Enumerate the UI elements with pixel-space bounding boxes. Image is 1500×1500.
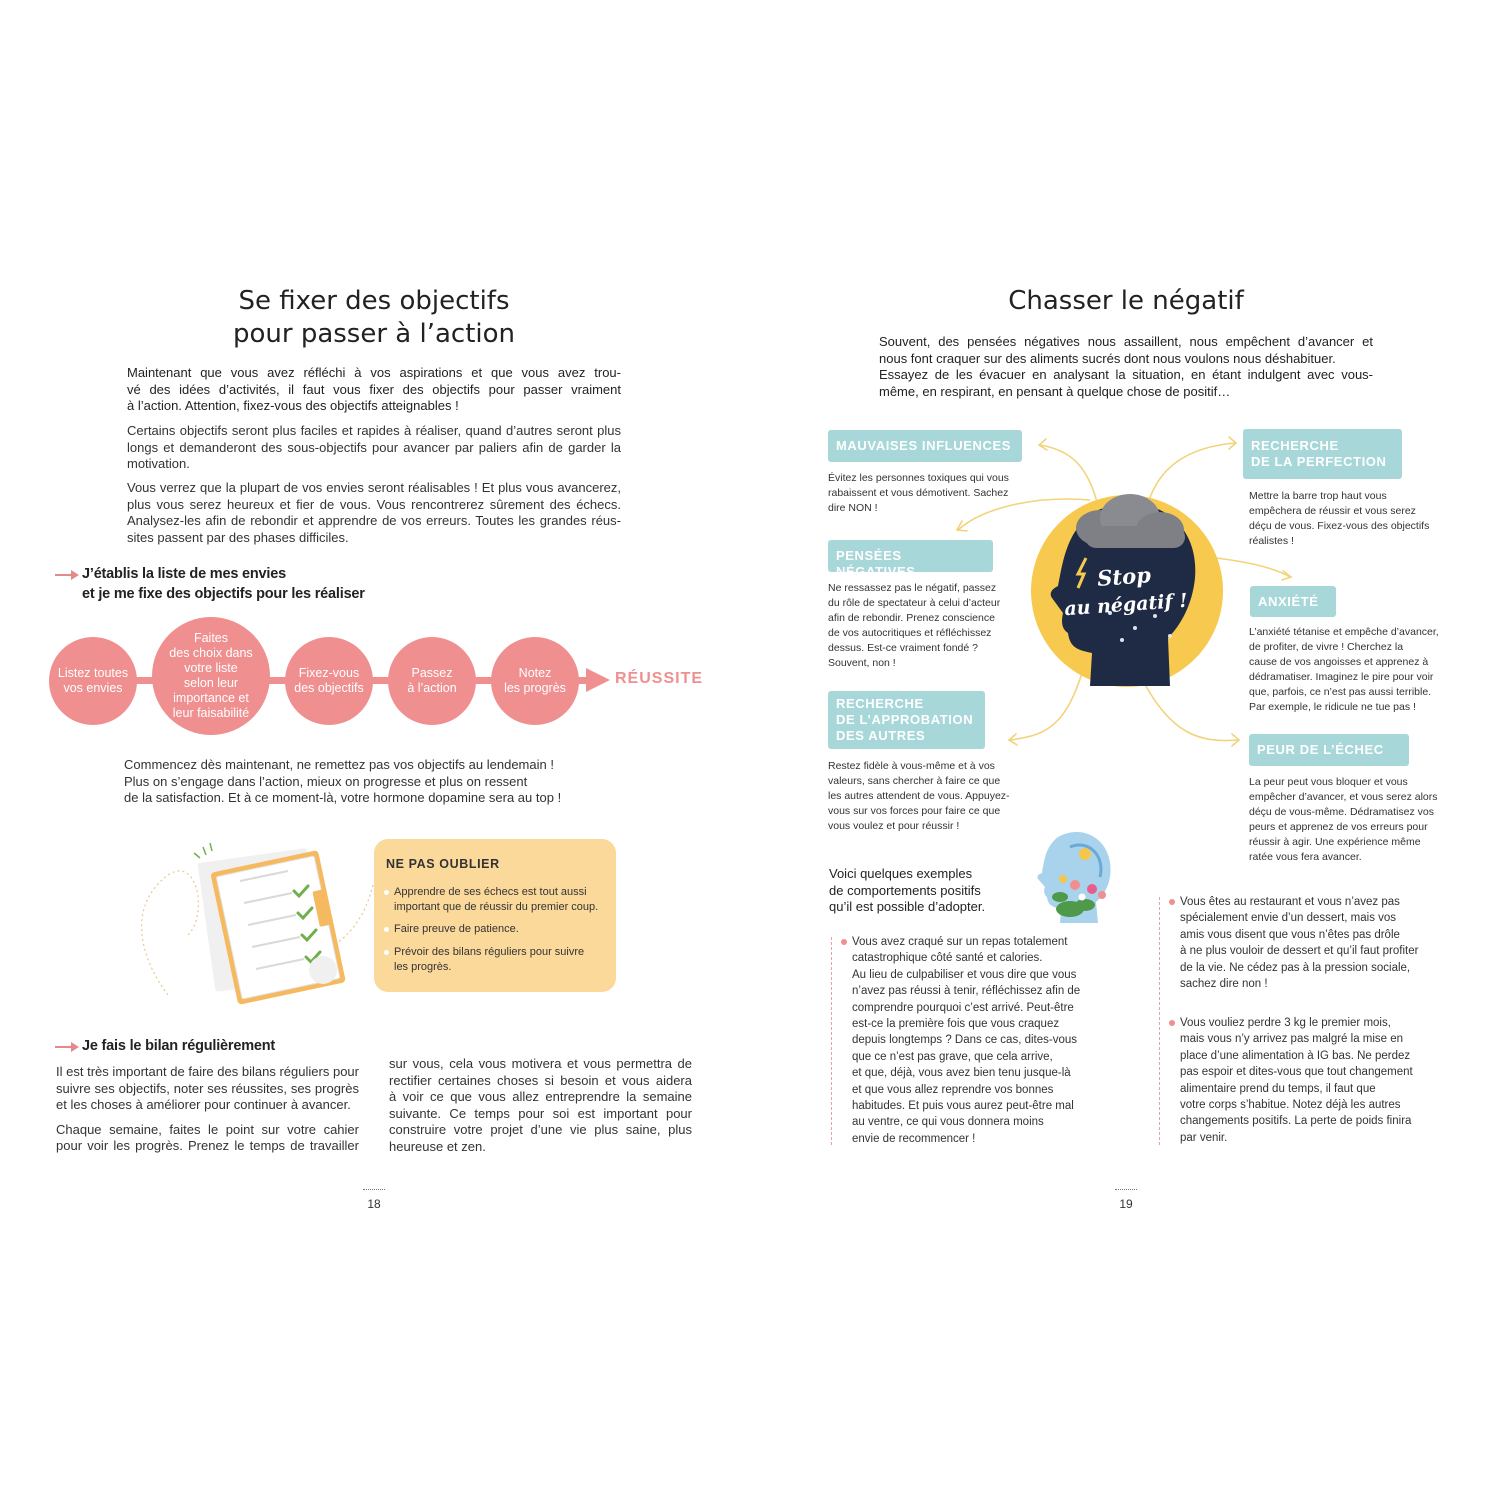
text-line: et je me fixe des objectifs pour les réaliser: [82, 585, 365, 602]
page-number: 18: [367, 1197, 381, 1211]
paragraph: [124, 757, 624, 807]
text-line: de comportements positifs: [829, 882, 981, 898]
reminder-item: Faire preuve de patience.: [394, 922, 609, 937]
text-line: à voir ce que vous allez entreprendre la semaine: [389, 1089, 692, 1104]
text-line: même, en respirant, en pensant à quelque chose de positif…: [879, 383, 1231, 399]
text-line: rabaissent et vous démotivent. Sachez: [828, 487, 1009, 499]
topic-text: [1249, 489, 1459, 549]
text-line: qu’il est possible d’adopter.: [829, 899, 986, 914]
step-label: Notez: [518, 666, 552, 680]
text-line: de la satisfaction. Et à ce moment-là, votre hormone dopamine sera au top !: [124, 790, 562, 805]
text-line: sites passent par des phases difficiles.: [127, 529, 349, 545]
text-line: déçu de vous-même. Dédramatisez vos: [1249, 806, 1434, 818]
page-title: Chasser le négatif: [1008, 286, 1244, 316]
intro-paragraph: [127, 365, 621, 415]
bullet-icon: [1169, 1020, 1175, 1026]
text-line: La peur peut vous bloquer et vous: [1249, 776, 1408, 788]
step-label: vos envies: [63, 681, 123, 695]
text-line: vous sur vos forces pour faire ce que: [828, 805, 1001, 817]
tag-peur-echec: PEUR DE L’ÉCHEC: [1249, 734, 1409, 766]
text-line: Essayez de les évacuer en analysant la situation, en étant indulgent avec vous-: [879, 367, 1373, 382]
text-line: Voici quelques exemples: [829, 866, 973, 881]
text-line: motivation.: [127, 456, 190, 471]
text-line: votre corps s’habitue. Notez déjà les autres: [1180, 1099, 1401, 1112]
step-label: les progrès: [504, 681, 566, 695]
text-line: Commencez dès maintenant, ne remettez pas vos objectifs au lendemain !: [124, 757, 554, 772]
page-title: [124, 285, 624, 351]
reminder-title: NE PAS OUBLIER: [386, 857, 500, 871]
example-item: [1180, 894, 1450, 992]
text-line: déçu de vous. Fixez-vous des objectifs: [1249, 520, 1430, 532]
text-line: Plus on s’engage dans l’action, mieux on progresse et plus on ressent: [124, 773, 528, 789]
subheading: [82, 565, 365, 604]
column-text: [389, 1056, 692, 1155]
text-line: Vous êtes au restaurant et vous n’avez pas: [1180, 896, 1400, 908]
text-line: Évitez les personnes toxiques qui vous: [828, 472, 1009, 484]
step-label: Fixez-vous: [298, 666, 360, 680]
step-label: Faites: [193, 631, 229, 645]
dashed-rule: [831, 937, 832, 1145]
text-line: Souvent, des pensées négatives nous assaillent, nous empêchent d’avancer et: [879, 334, 1373, 349]
step-circle: [491, 637, 579, 725]
title-line: Se fixer des objectifs: [238, 286, 510, 316]
text-line: que, parfois, ce n’est pas aussi terrible.: [1249, 686, 1432, 698]
text-line: pour voir les progrès. Prenez le temps de travailler: [56, 1138, 359, 1153]
arrow-right-icon: [55, 1046, 77, 1048]
text-line: les autres attendent de vous. Appuyez-: [828, 790, 1010, 802]
text-line: de profiter, de vivre ! Cherchez la: [1249, 641, 1404, 653]
topic-text: [828, 581, 1028, 671]
title-line: pour passer à l’action: [232, 319, 516, 349]
text-line: Prévoir des bilans réguliers pour suivre: [394, 946, 585, 958]
tag-anxiete: ANXIÉTÉ: [1250, 586, 1336, 617]
text-line: amis vous disent que vous n’êtes pas drôle: [1180, 928, 1400, 941]
step-label: leur faisabilité: [172, 706, 250, 720]
text-line: Vous avez craqué sur un repas totalement: [852, 936, 1068, 948]
arrow-right-icon: [55, 574, 77, 576]
topic-text: [1249, 775, 1464, 865]
tag-pensees-negatives: PENSÉES NÉGATIVES: [828, 540, 993, 572]
text-line: n’avez pas réussi à tenir, réfléchissez afin de: [852, 985, 1081, 998]
text-line: dessus. Est-ce vraiment fondé ?: [828, 642, 978, 654]
text-line: suivante. Ce temps pour soi est important pour: [389, 1105, 692, 1121]
tag-recherche-perfection: [1243, 429, 1402, 479]
step-circle: [49, 637, 137, 725]
text-line: empêchera de réussir et vous serez: [1249, 505, 1416, 517]
step-circle: [152, 617, 270, 735]
text-line: Analysez-les afin de rebondir et apprendre de vos erreurs. Toutes les grandes réus-: [127, 513, 621, 528]
text-line: rectifier certaines choses si besoin et vous aidera: [389, 1072, 692, 1088]
text-line: important que de réussir du premier coup.: [394, 901, 599, 913]
text-line: Par exemple, le ridicule ne tue pas !: [1249, 701, 1416, 713]
topic-text: [828, 471, 1028, 516]
example-item: [1180, 1015, 1450, 1146]
text-line: RECHERCHE: [1251, 438, 1339, 453]
arrow-head-icon: [586, 668, 610, 692]
step-label: des choix dans: [169, 646, 253, 660]
text-line: les progrès.: [394, 961, 452, 973]
text-line: Vous vouliez perdre 3 kg le premier mois,: [1180, 1017, 1391, 1029]
text-line: Vous verrez que la plupart de vos envies seront réalisables ! Et plus vous avancerez,: [127, 480, 621, 495]
text-line: spécialement envie d’un dessert, mais vos: [1180, 912, 1397, 925]
text-line: Souvent, non !: [828, 657, 896, 669]
text-line: plus vous serez heureux et fier de vous. Vous rencontrerez sûrement des échecs.: [127, 496, 621, 512]
text-line: Stop: [1096, 562, 1152, 591]
text-line: DES AUTRES: [836, 728, 926, 743]
dashed-rule: [1159, 897, 1160, 1145]
flowering-head-icon: [1030, 827, 1120, 925]
step-label: selon leur: [183, 676, 239, 690]
example-item: [852, 934, 1102, 1147]
text-line: Ne ressassez pas le négatif, passez: [828, 582, 997, 594]
text-line: au ventre, ce qui vous donnera moins: [852, 1116, 1044, 1129]
clipboard-illustration: [128, 835, 378, 1015]
text-line: à ne plus vouloir de dessert et qu’il faut profiter: [1180, 945, 1419, 958]
text-line: DE LA PERFECTION: [1251, 454, 1387, 469]
paragraph: [127, 480, 621, 546]
text-line: que ce n’est pas grave, que cela arrive,: [852, 1050, 1053, 1063]
text-line: J’établis la liste de mes envies: [82, 566, 286, 582]
reminder-item: [394, 945, 609, 975]
bullet-icon: [1169, 899, 1175, 905]
step-label: votre liste: [184, 661, 238, 675]
text-line: empêcher d’avancer, et vous serez alors: [1249, 791, 1438, 803]
text-line: pas espoir et dites-vous que tout changement: [1180, 1066, 1413, 1079]
text-line: afin de rebondir. Prenez conscience: [828, 612, 995, 624]
text-line: habitudes. Et puis vous aurez peut-être mal: [852, 1100, 1074, 1113]
text-line: cause de vos angoisses et apprenez à: [1249, 656, 1429, 668]
text-line: vé des idées d’activités, il faut vous fixer des objectifs pour passer vraiment: [127, 381, 621, 397]
page-number: 19: [1119, 1197, 1133, 1211]
intro-paragraph: [879, 334, 1373, 400]
text-line: au négatif !: [1063, 589, 1189, 621]
text-line: Mettre la barre trop haut vous: [1249, 490, 1387, 502]
text-line: longs et demanderont des sous-objectifs pour avancer par paliers afin de garder la: [127, 439, 621, 455]
reminder-item: [394, 885, 609, 915]
text-line: Chaque semaine, faites le point sur votre cahier: [56, 1121, 359, 1137]
text-line: dédramatiser. Imaginez le pire pour voir: [1249, 671, 1434, 683]
text-line: comprendre pourquoi c’est arrivé. Peut-être: [852, 1001, 1074, 1014]
subheading: Je fais le bilan régulièrement: [82, 1038, 276, 1054]
text-line: de vos autocritiques et réfléchissez: [828, 627, 992, 639]
text-line: du rôle de spectateur à celui d’acteur: [828, 597, 1001, 609]
text-line: et les choses à améliorer pour continuer à avancer.: [56, 1097, 351, 1112]
text-line: depuis longtemps ? Dans ce cas, dites-vous: [852, 1034, 1078, 1047]
paragraph: [127, 423, 621, 473]
text-line: catastrophique côté santé et calories.: [852, 952, 1043, 965]
topic-text: [828, 759, 1033, 834]
text-line: ratée vous fera avancer.: [1249, 851, 1362, 863]
tag-recherche-approbation: [828, 691, 985, 749]
text-line: L’anxiété tétanise et empêche d’avancer,: [1249, 626, 1439, 638]
text-line: par venir.: [1180, 1131, 1228, 1144]
step-label: Listez toutes: [57, 666, 129, 680]
text-line: Il est très important de faire des bilans réguliers pour: [56, 1064, 359, 1079]
step-label: des objectifs: [294, 681, 364, 695]
text-line: peurs et apprenez de vos erreurs pour: [1249, 821, 1428, 833]
text-line: sur vous, cela vous motivera et vous permettra de: [389, 1056, 692, 1071]
text-line: réalistes !: [1249, 535, 1294, 547]
text-line: heureuse et zen.: [389, 1138, 486, 1154]
text-line: sachez dire non !: [1180, 978, 1268, 991]
text-line: réussir à agir. Une expérience même: [1249, 836, 1421, 848]
center-slogan: [1048, 558, 1202, 624]
text-line: dire NON !: [828, 502, 878, 514]
step-label: importance et: [173, 691, 249, 705]
page-number-ornament: [363, 1189, 385, 1190]
step-circle: [388, 637, 476, 725]
text-line: suivre ses objectifs, noter ses réussites, ses progrès: [56, 1080, 359, 1096]
text-line: vous voulez et pour réussir !: [828, 820, 960, 832]
text-line: place d’une alimentation à IG bas. Ne perdez: [1180, 1049, 1411, 1062]
text-line: et que vous allez reprendre vos bonnes: [852, 1083, 1054, 1096]
topic-text: [1249, 625, 1464, 715]
text-line: est-ce la première fois que vous craquez: [852, 1018, 1060, 1031]
text-line: Apprendre de ses échecs est tout aussi: [394, 886, 587, 898]
step-circle: [285, 637, 373, 725]
text-line: de la vie. Ne cédez pas à la pression sociale,: [1180, 961, 1411, 974]
text-line: nous font craquer sur des aliments sucrés dont nous voulons nous déshabituer.: [879, 350, 1336, 366]
text-line: construire votre projet d’une vie plus saine, plus: [389, 1122, 692, 1137]
bullet-icon: [841, 939, 847, 945]
step-label: Passez: [411, 666, 453, 680]
text-line: mais vous n’y arrivez pas malgré la mise en: [1180, 1033, 1404, 1046]
text-line: changements positifs. La perte de poids finira: [1180, 1115, 1412, 1128]
text-line: Au lieu de culpabiliser et vous dire que vous: [852, 968, 1077, 981]
text-line: envie de recommencer !: [852, 1132, 976, 1145]
column-text: [56, 1064, 359, 1155]
text-line: Maintenant que vous avez réfléchi à vos aspirations et que vous avez trou-: [127, 365, 621, 380]
text-line: Certains objectifs seront plus faciles et rapides à réaliser, quand d’autres seront plus: [127, 423, 621, 438]
text-line: Restez fidèle à vous-même et à vos: [828, 760, 995, 772]
step-label: à l’action: [407, 681, 457, 695]
examples-intro: [829, 866, 985, 916]
tag-mauvaises-influences: MAUVAISES INFLUENCES: [828, 430, 1022, 462]
text-line: RECHERCHE: [836, 696, 924, 711]
page-number-ornament: [1115, 1189, 1137, 1190]
text-line: à l’action. Attention, fixez-vous des objectifs atteignables !: [127, 398, 459, 413]
text-line: valeurs, sans chercher à faire ce que: [828, 775, 1001, 787]
text-line: et que, déjà, vous avez bien tenu jusque-là: [852, 1067, 1071, 1080]
result-label: RÉUSSITE: [615, 670, 704, 687]
text-line: alimentaire prend du temps, il faut que: [1180, 1082, 1376, 1095]
text-line: DE L’APPROBATION: [836, 712, 974, 727]
